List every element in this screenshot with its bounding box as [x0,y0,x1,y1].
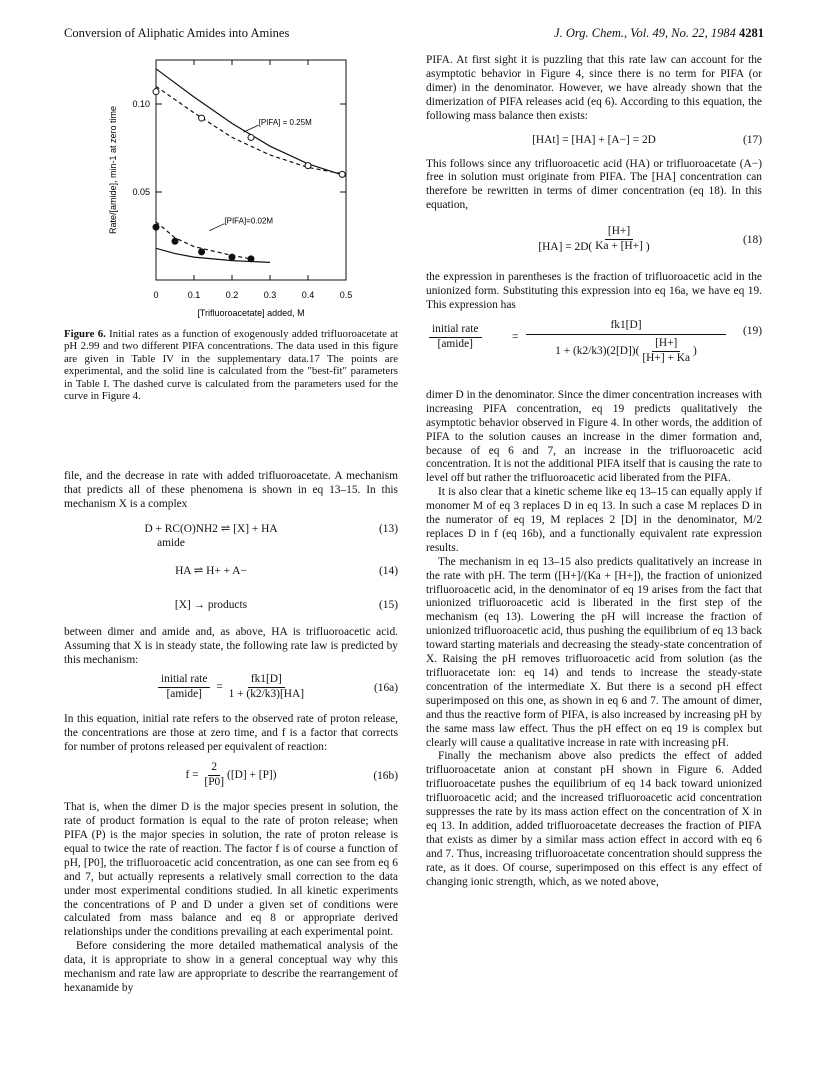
paragraph: the expression in parentheses is the fraction of trifluoroacetic acid in the unionized form. Substituting this expression into eq 16a, we have eq 19. This expression has [426,271,762,311]
paragraph: In this equation, initial rate refers to the observed rate of proton release, the concentrations are those at zero time, and f is a factor that corrects for number of protons released per equivalent of reaction: [64,713,398,754]
equation-number: (15) [379,598,398,611]
fraction-rhs [229,673,304,702]
equation-number: (14) [379,564,398,577]
equation-number: (16b) [373,770,398,783]
equation-number: (13) [379,522,398,535]
fraction [595,225,643,254]
fraction-numerator: fk1[D] [248,673,285,688]
equation-19: initial rate [amide] = fk1[D] 1 + (k2/k3)(2[D])( $\frac{[H+]}{[H+] + Ka}$ ) (19) [426,319,762,383]
x-tick-label: 0.4 [301,290,315,300]
fraction-denominator: [H+] + Ka [642,351,691,364]
fraction-numerator: initial rate [158,673,211,688]
equation-text: [HAt] = [HA] + [A−] = 2D [532,133,656,146]
data-point [339,171,345,177]
x-axis-label: [Trifluoroacetate] added, M [197,308,305,318]
fraction-numerator: [H+] [605,225,633,240]
equation-18 [426,219,762,265]
figure-6-chart [96,48,396,324]
fraction-numerator: 2 [208,761,220,776]
page-number: 4281 [739,26,764,40]
x-tick-label: 0.2 [225,290,239,300]
fraction-numerator: [H+] [652,337,680,352]
chart-svg [96,48,396,324]
fraction-lhs [158,673,211,702]
data-point [199,249,205,255]
equation-text: [X] → products [174,598,248,611]
series-label: [PIFA]=0.02M [224,216,274,226]
caption-label: Figure 6. [64,328,106,340]
y-tick-label: 0.05 [132,187,150,197]
y-tick-label: 0.10 [132,99,150,109]
equation-16a: $\frac{\text{initial rate}}{\text{[amide]}}$ = $\frac{fk1[D]}{1 + (k2/k3)[HA]}$ (16a) [64,673,398,707]
paragraph: This follows since any trifluoroacetic acid (HA) or trifluoroacetate (A−) free in solution must originate from PIFA. The [HA] concentration can therefore be rewritten in terms of dimer concentration (eq 18). In this equation, [426,157,762,212]
paragraph: Before considering the more detailed mathematical analysis of the data, it is appropriate to show in a general conceptual way why this mechanism and rate law are appropriate to describe the rearrangement of hexanamide by [64,940,398,994]
fraction-denominator: [amide] [437,337,473,350]
solid-curve [156,69,346,176]
x-tick-label: 0 [153,290,159,300]
paragraph: between dimer and amide and, as above, HA is trifluoroacetic acid. Assuming that X is in steady state, the following rate law is predicted by this mechanism: [64,625,398,666]
fraction-denominator: 1 + (k2/k3)[HA] [228,688,304,701]
data-point [153,89,159,95]
figure-caption [64,328,398,402]
caption-text: Initial rates as a function of exogenously added trifluoroacetate at pH 2.99 and two different PIFA concentrations. The data used in this figure are given in Table IV in the supplementary data.17 The points are experimental, and the solid line is calculated from the "best-fit" parameters in Table I. The dashed curve is calculated from the parameters used for the curve in Figure 4. [64,328,399,403]
fraction-rhs [526,319,726,366]
equation-number: (19) [743,324,762,337]
data-point [229,254,235,260]
equation-number: (16a) [373,682,398,695]
equation-15 [64,592,398,622]
fraction-denominator: [amide] [166,688,202,701]
paragraph: dimer D in the denominator. Since the dimer concentration increases with increasing PIFA concentration, eq 19 predicts qualitatively the asymptotic behavior observed in Figure 4. In other words, the addition of PIFA to the solution causes an increase in the dimer formation and, because of eq 6 and 7, an increase in the trifluoroacetic acid concentration. It is not the additional PIFA itself that is causing the rate to level off but rather the trifluoroacetic acid liberated from the PIFA. [426,388,762,485]
fraction [204,761,224,790]
data-point [199,115,205,121]
x-tick-label: 0.5 [339,290,353,300]
equation-13 [64,516,398,554]
dashed-curve [156,86,346,174]
journal-citation: J. Org. Chem., Vol. 49, No. 22, 1984 [554,26,736,40]
fraction-numerator: fk1[D] [610,318,642,331]
paragraph: That is, when the dimer D is the major species present in solution, the rate of product formation is equal to the rate of proton release; when PIFA (P) is the major species in solution, the rate of proton release is equal to twice the rate of reaction. The factor f is of course a function of pH, [P0], the trifluoroacetic acid concentration, as one can see from eq 6 and 7, but actually represents a relatively small correction to the data under most experimental conditions studied. In all kinetic experiments the concentrations of P and D under a given set of conditions were calculated from mass balance and eq 8 or appropriate derived relationships under the conditions prevailing at each experimental point. [64,801,398,939]
x-tick-label: 0.1 [187,290,201,300]
equation-subscript-label: amide [157,536,185,549]
running-header-journal [554,26,764,41]
paragraph: file, and the decrease in rate with added trifluoroacetate. A mechanism that predicts all of these phenomena is shown in eq 13–15. In this mechanism X is a complex [64,470,398,510]
paragraph: The mechanism in eq 13–15 also predicts qualitatively an increase in the rate with pH. The term ([H+]/(Ka + [H+]), the fraction of unionized trifluoroacetic acid, in the denominator of eq 19 arises from the fact that unionized trifluoroacetic acid is liberated in the first step of the mechanism (eq 13). Lowering the pH will increase the fraction of unionized trifluoroacetic acid, thus pushing the equilibrium of eq 13 back toward starting materials and decreasing the steady-state concentration of X. Raising the pH removes trifluoroacetic acid from solution (as the trifluoracetate ion: eq 14) and tends to increase the steady-state concentration of the intermediate X. But there is a second pH effect superimposed on this one, as shown in eq 6 and 7. The amount of dimer, and thus the reactive form of PIFA, is also increased by increasing pH by the same mass law effect. Thus the pH effect on eq 19 is complex but clearly will cause a qualitative increase in rate with increasing pH. [426,555,762,749]
equation-14 [64,558,398,588]
right-column [426,54,762,890]
equation-rhs: ([D] + [P]) [227,769,277,782]
equation-paren: ) [693,344,697,357]
fraction-denominator: [P0] [204,776,225,789]
equation-body [64,523,358,551]
data-point [172,238,178,244]
equation-text: D + RC(O)NH2 ⇌ [X] + HA [144,522,278,535]
leader-line [209,224,224,231]
data-point [305,163,311,169]
y-axis-label: Rate/[amide], min-1 at zero time [108,105,118,235]
plot-frame [156,60,346,280]
equation-number: (18) [743,234,762,247]
left-column [64,470,398,996]
data-point [248,256,254,262]
data-point [248,134,254,140]
inner-fraction [642,337,690,366]
paragraph: It is also clear that a kinetic scheme like eq 13–15 can equally apply if monomer M of eq 3 replaces D in eq 13. In such a case M replaces D in the numerator of eq 19, M replaces 2 [D] in the denominator, M/2 replaces D in f (eq 16b), and a functionally equivalent rate expression results. [426,486,762,554]
denominator-text: 1 + (k2/k3)(2[D])( [555,344,640,357]
running-header-title: Conversion of Aliphatic Amides into Amines [64,26,290,40]
series-label: [PIFA] = 0.25M [258,118,312,128]
equation-16b [64,761,398,795]
paragraph: Finally the mechanism above also predicts the effect of added trifluoroacetate anion at constant pH shown in Figure 6. Added trifluoroacetate pushes the equilibrium of eq 14 back toward unionized trifluoroacetic acid; and the increased trifluoroacetic acid concentration suppresses the rate by its mass action effect on the concentration of X in eq 13. In addition, added trifluoroacetate decreases the fraction of PIFA that exists as dimer by a similar mass action effect in accord with eq 6 and 7. Thus, increasing trifluoroacetate concentration should suppress the rate, as it does. Of course, superimposed on this effect is any effect of changing ionic strength, which, as we noted above, [426,750,762,888]
equation-17 [426,130,762,152]
equation-lhs: f = [185,769,199,782]
fraction-lhs [429,323,482,352]
paragraph: PIFA. At first sight it is puzzling that this rate law can account for the asymptotic behavior in Figure 4, since there is no term for PIFA (or dimer) in the denominator. However, we have already shown that the dimerization of PIFA releases acid (eq 6). According to this equation, the following mass balance then exists: [426,54,762,122]
equation-number: (17) [743,133,762,146]
fraction-numerator: initial rate [429,323,482,338]
equation-text: HA ⇌ H+ + A− [175,564,247,577]
leader-line [243,125,258,132]
x-tick-label: 0.3 [263,290,277,300]
equation-lhs: [HA] = 2D( [538,241,593,254]
fraction-denominator: Ka + [H+] [595,240,643,253]
equation-paren: ) [645,241,650,254]
data-point [153,224,159,230]
